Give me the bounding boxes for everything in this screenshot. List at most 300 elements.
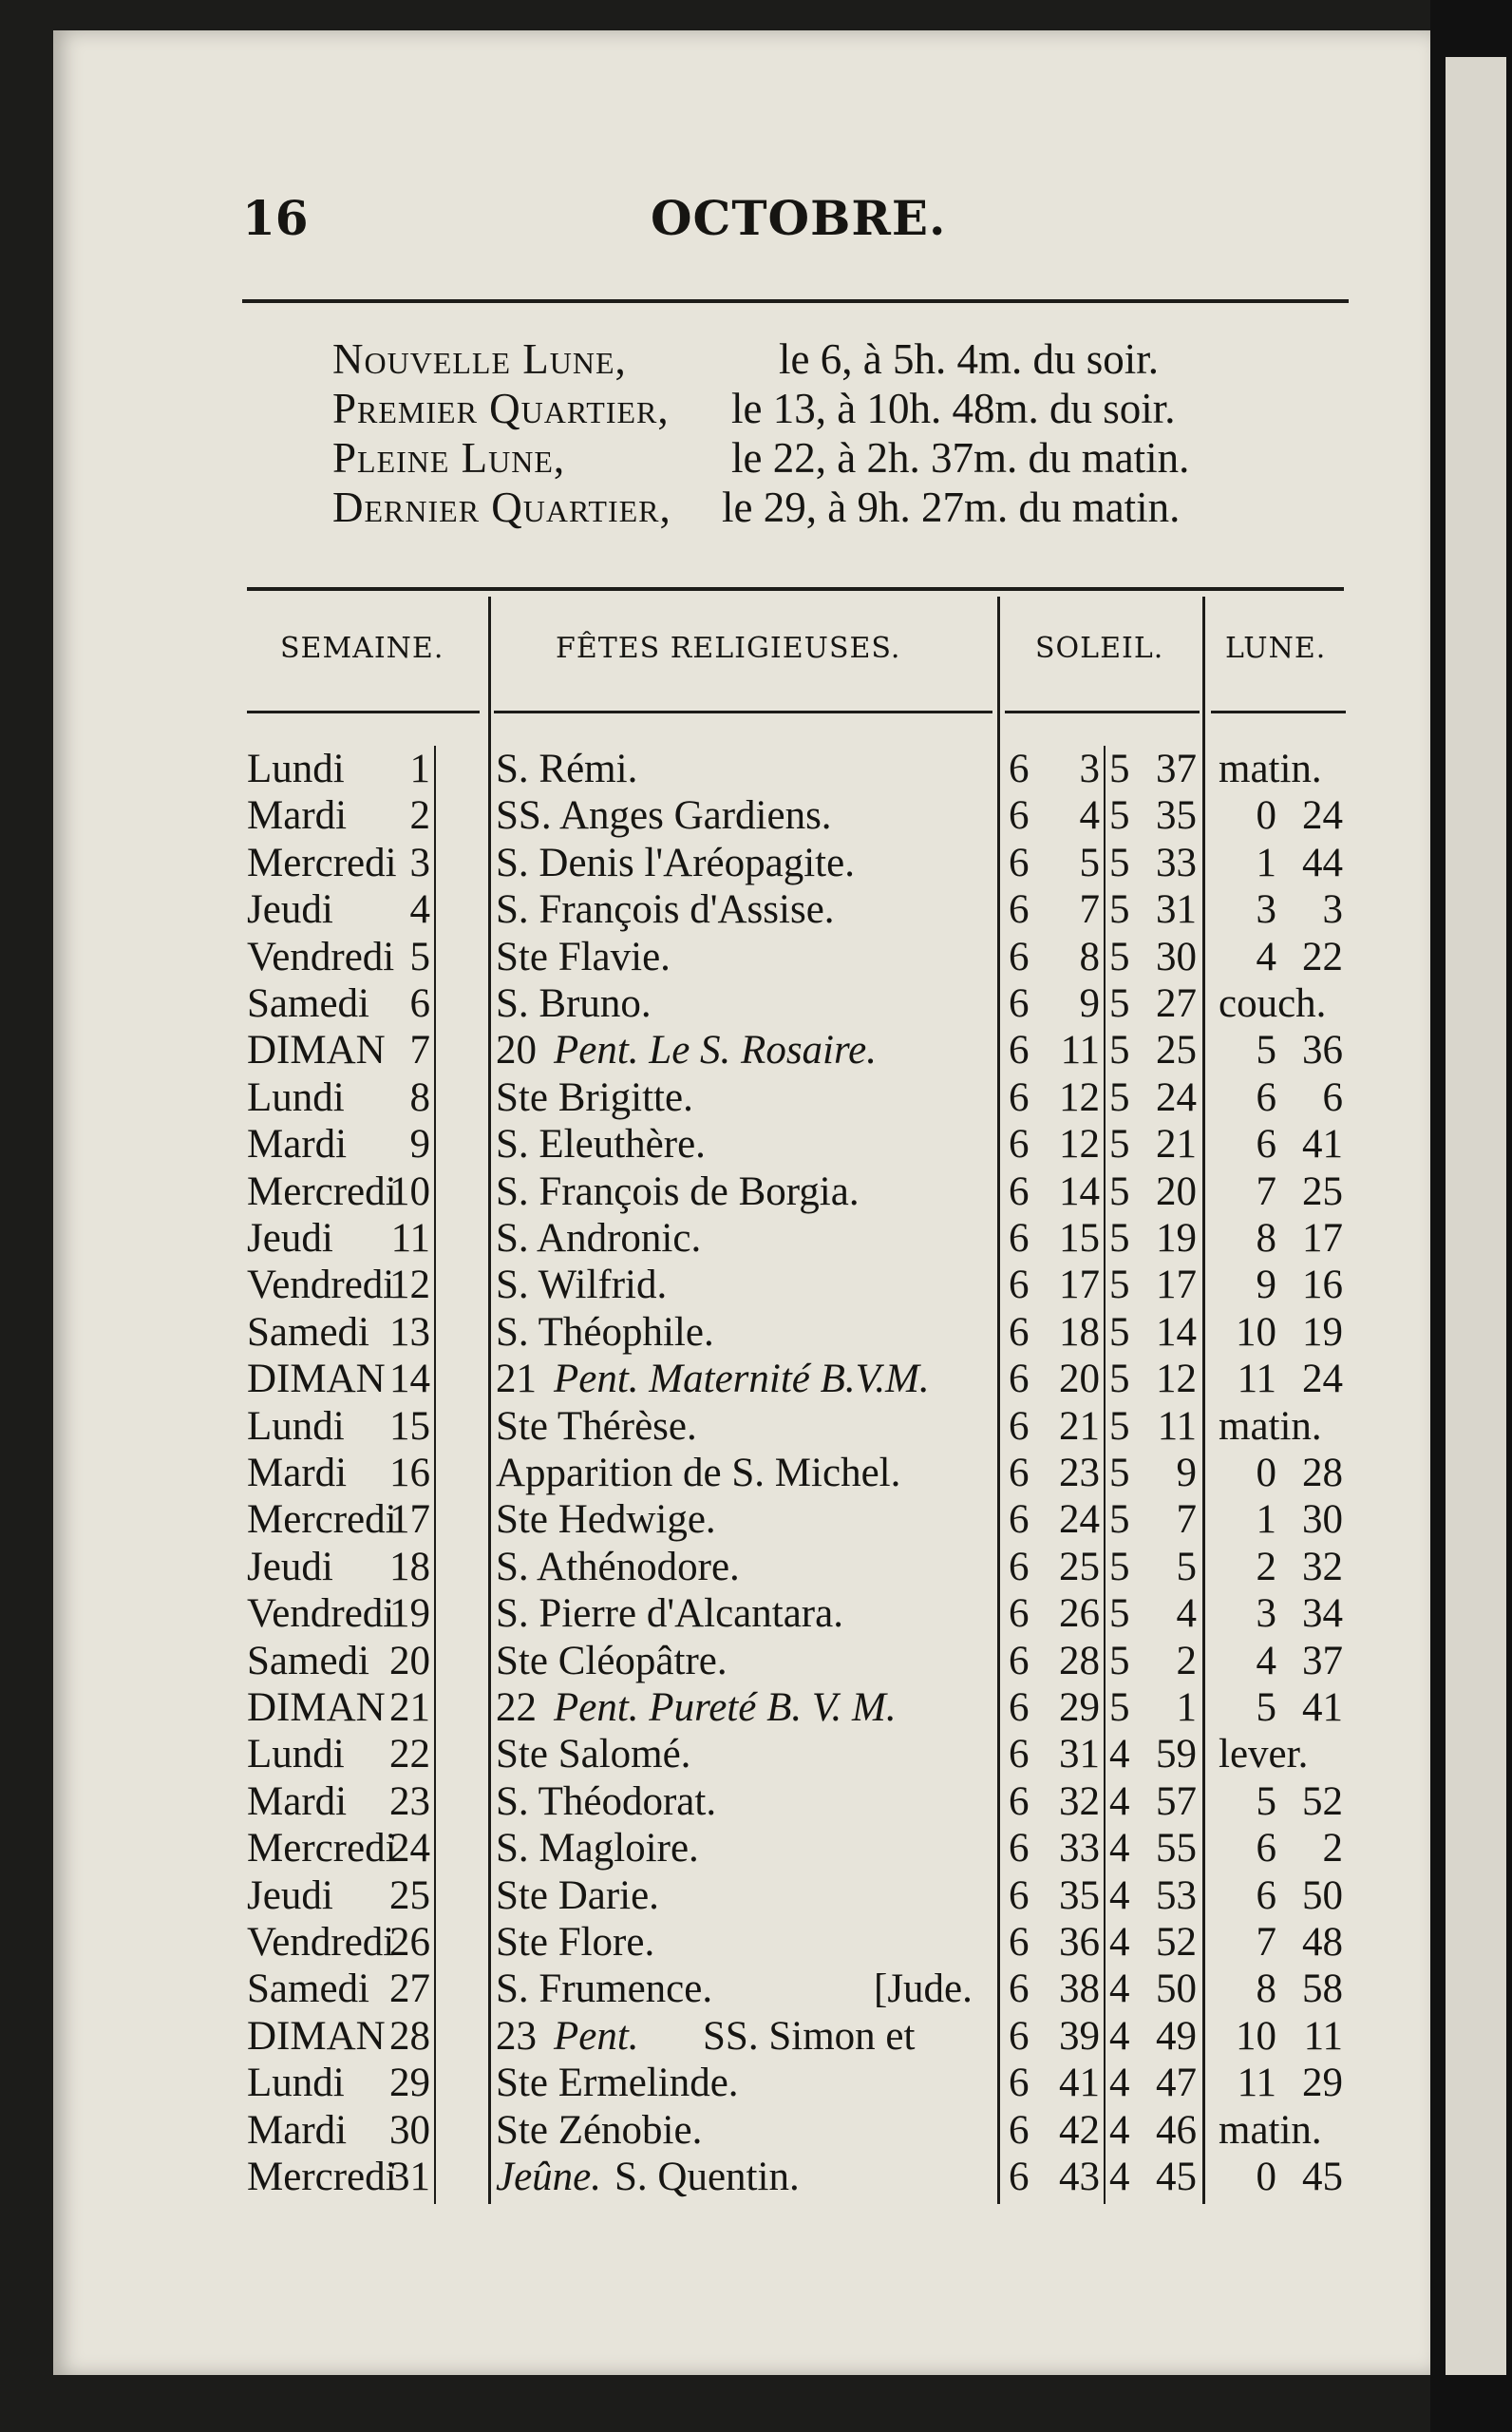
day-number: 24 (389, 1826, 430, 1872)
sunset-hour: 4 (1109, 1732, 1130, 1777)
feast-text: Ste Darie. (496, 1872, 659, 1918)
table-row (0, 1590, 1512, 1637)
weekday: Mardi (247, 2107, 348, 2153)
sunset-minute: 45 (1156, 2155, 1197, 2199)
table-row (0, 934, 1512, 980)
moon-hour: 6 (1256, 1826, 1276, 1872)
moon-minute: 24 (1302, 793, 1343, 839)
weekday: Lundi (247, 1403, 345, 1449)
day-number: 26 (389, 1920, 430, 1965)
table-top-rule (247, 587, 1344, 591)
table-row (0, 1684, 1512, 1731)
moon-minute: 41 (1302, 1685, 1343, 1730)
feast-text-after: S. Quentin. (614, 2155, 800, 2199)
sunrise-hour: 6 (1009, 2061, 1030, 2106)
moon-minute: 37 (1302, 1638, 1343, 1683)
feast-text: 22 (496, 1685, 537, 1730)
moon-minute: 50 (1302, 1872, 1343, 1918)
sunrise-hour: 6 (1009, 1216, 1030, 1261)
sunrise-minute: 25 (1059, 1544, 1100, 1589)
weekday: Samedi (247, 1309, 369, 1355)
day-number: 20 (389, 1638, 430, 1683)
moon-phase-text: le 6, à 5h. 4m. du soir. (779, 335, 1159, 383)
table-row (0, 840, 1512, 886)
feast-text: Ste Ermelinde. (496, 2061, 739, 2106)
feast-text: Ste Thérèse. (496, 1403, 697, 1449)
sunset-hour: 5 (1109, 1497, 1130, 1543)
sunset-minute: 55 (1156, 1826, 1197, 1872)
feast-italic: Pent. Le S. Rosaire. (554, 1028, 877, 1074)
sunset-hour: 5 (1109, 1309, 1130, 1355)
sunset-hour: 5 (1109, 747, 1130, 791)
moon-hour: 3 (1256, 887, 1276, 933)
sunset-minute: 35 (1156, 793, 1197, 839)
sunrise-minute: 38 (1059, 1966, 1100, 2012)
sunset-minute: 12 (1156, 1357, 1197, 1402)
moon-minute: 44 (1302, 840, 1343, 885)
table-row (0, 1544, 1512, 1590)
moon-minute: 24 (1302, 1357, 1343, 1402)
sunrise-hour: 6 (1009, 1591, 1030, 1637)
moon-note: couch. (1219, 981, 1327, 1026)
feast-text: Ste Flavie. (496, 934, 671, 979)
moon-hour: 4 (1256, 1638, 1276, 1683)
weekday: Vendredi (247, 1263, 395, 1308)
table-row (0, 1027, 1512, 1074)
feast-text: S. Théodorat. (496, 1778, 717, 1824)
weekday: Mercredi (247, 2155, 397, 2199)
sunrise-hour: 6 (1009, 2155, 1030, 2199)
sunset-minute: 53 (1156, 1872, 1197, 1918)
column-header-lune: LUNE. (1225, 632, 1327, 665)
feast-text: Ste Zénobie. (496, 2107, 703, 2153)
day-number: 14 (389, 1357, 430, 1402)
moon-hour: 11 (1237, 2061, 1276, 2106)
moon-phase-row (332, 334, 1330, 384)
table-row (0, 1966, 1512, 2012)
sunrise-hour: 6 (1009, 1872, 1030, 1918)
day-number: 11 (390, 1216, 430, 1261)
table-row (0, 2107, 1512, 2154)
sunrise-hour: 6 (1009, 981, 1030, 1026)
weekday: Samedi (247, 1966, 369, 2012)
header-rule-2 (494, 711, 992, 713)
sunrise-minute: 28 (1059, 1638, 1100, 1683)
sunrise-hour: 6 (1009, 934, 1030, 979)
weekday: Mercredi (247, 1826, 397, 1872)
day-number: 19 (389, 1591, 430, 1637)
moon-hour: 1 (1256, 840, 1276, 885)
sunset-hour: 4 (1109, 1966, 1130, 2012)
sunrise-hour: 6 (1009, 793, 1030, 839)
weekday: Lundi (247, 2061, 345, 2106)
sunrise-hour: 6 (1009, 1638, 1030, 1683)
sunset-minute: 2 (1176, 1638, 1197, 1683)
sunrise-hour: 6 (1009, 1122, 1030, 1168)
sunset-hour: 4 (1109, 2155, 1130, 2199)
feast-text: S. Athénodore. (496, 1544, 740, 1589)
moon-minute: 30 (1302, 1497, 1343, 1543)
moon-hour: 2 (1256, 1544, 1276, 1589)
table-row (0, 1778, 1512, 1825)
sunset-hour: 5 (1109, 1685, 1130, 1730)
moon-minute: 3 (1322, 887, 1343, 933)
day-number: 28 (389, 2013, 430, 2059)
day-number: 16 (389, 1451, 430, 1495)
table-row (0, 1496, 1512, 1543)
table-row (0, 746, 1512, 792)
sunset-hour: 4 (1109, 2061, 1130, 2106)
table-row (0, 1731, 1512, 1777)
page-header (242, 190, 1353, 256)
table-row (0, 1309, 1512, 1356)
table-row (0, 1872, 1512, 1919)
moon-phase-name: Nouvelle Lune, (332, 335, 627, 383)
sunset-minute: 37 (1156, 747, 1197, 791)
feast-italic: Pent. Pureté B. V. M. (554, 1685, 897, 1730)
sunrise-minute: 17 (1059, 1263, 1100, 1308)
sunset-hour: 4 (1109, 1778, 1130, 1824)
sunrise-hour: 6 (1009, 1263, 1030, 1308)
sunset-hour: 5 (1109, 793, 1130, 839)
sunrise-minute: 35 (1059, 1872, 1100, 1918)
moon-hour: 5 (1256, 1685, 1276, 1730)
day-number: 10 (389, 1168, 430, 1214)
table-row (0, 1262, 1512, 1308)
sunset-minute: 20 (1156, 1168, 1197, 1214)
header-rule-4 (1211, 711, 1346, 713)
table-row (0, 1825, 1512, 1872)
feast-text: S. Théophile. (496, 1309, 714, 1355)
sunset-minute: 17 (1156, 1263, 1197, 1308)
sunset-hour: 4 (1109, 1920, 1130, 1965)
sunrise-hour: 6 (1009, 1357, 1030, 1402)
table-row (0, 886, 1512, 933)
sunset-hour: 5 (1109, 1028, 1130, 1074)
sunset-minute: 31 (1156, 887, 1197, 933)
moon-minute: 48 (1302, 1920, 1343, 1965)
sunrise-minute: 11 (1060, 1028, 1100, 1074)
sunset-hour: 4 (1109, 2107, 1130, 2153)
moon-minute: 6 (1322, 1074, 1343, 1120)
feast-text: S. Frumence. (496, 1966, 713, 2012)
moon-hour: 0 (1256, 1451, 1276, 1495)
weekday: DIMAN (247, 1685, 386, 1730)
sunset-hour: 5 (1109, 934, 1130, 979)
sunrise-hour: 6 (1009, 1309, 1030, 1355)
feast-text: S. Eleuthère. (496, 1122, 706, 1168)
weekday: Samedi (247, 981, 369, 1026)
day-number: 4 (409, 887, 430, 933)
sunset-hour: 4 (1109, 2013, 1130, 2059)
day-number: 27 (389, 1966, 430, 2012)
day-number: 7 (409, 1028, 430, 1074)
weekday: Jeudi (247, 887, 333, 933)
weekday: Lundi (247, 1074, 345, 1120)
sunrise-hour: 6 (1009, 747, 1030, 791)
day-number: 25 (389, 1872, 430, 1918)
feast-text: Ste Salomé. (496, 1732, 691, 1777)
feast-text: Ste Hedwige. (496, 1497, 716, 1543)
table-row (0, 2060, 1512, 2106)
weekday: Vendredi (247, 1591, 395, 1637)
weekday: Mercredi (247, 1497, 397, 1543)
table-row (0, 1919, 1512, 1966)
sunrise-minute: 9 (1079, 981, 1100, 1026)
sunset-hour: 5 (1109, 1263, 1130, 1308)
weekday: Mercredi (247, 840, 397, 885)
feast-text: S. Denis l'Aréopagite. (496, 840, 855, 885)
weekday: Lundi (247, 747, 345, 791)
moon-minute: 36 (1302, 1028, 1343, 1074)
sunrise-hour: 6 (1009, 1451, 1030, 1495)
sunrise-minute: 39 (1059, 2013, 1100, 2059)
moon-hour: 10 (1236, 2013, 1276, 2059)
sunrise-minute: 3 (1079, 747, 1100, 791)
weekday: Mardi (247, 1122, 348, 1168)
sunrise-minute: 18 (1059, 1309, 1100, 1355)
sunrise-minute: 5 (1079, 840, 1100, 885)
day-number: 22 (389, 1732, 430, 1777)
sunset-minute: 14 (1156, 1309, 1197, 1355)
sunrise-minute: 8 (1079, 934, 1100, 979)
feast-text: Apparition de S. Michel. (496, 1451, 901, 1495)
day-number: 2 (409, 793, 430, 839)
sunrise-hour: 6 (1009, 1028, 1030, 1074)
sunrise-hour: 6 (1009, 1732, 1030, 1777)
day-number: 31 (389, 2155, 430, 2199)
table-row (0, 2013, 1512, 2060)
feast-text: Ste Flore. (496, 1920, 655, 1965)
moon-hour: 8 (1256, 1216, 1276, 1261)
sunset-hour: 5 (1109, 887, 1130, 933)
feast-italic: Pent. Maternité B.V.M. (554, 1357, 930, 1402)
moon-phase-name: Dernier Quartier, (332, 484, 671, 531)
sunrise-hour: 6 (1009, 1685, 1030, 1730)
moon-phase-row (332, 433, 1330, 483)
moon-hour: 11 (1237, 1357, 1276, 1402)
sunset-minute: 33 (1156, 840, 1197, 885)
sunrise-minute: 24 (1059, 1497, 1100, 1543)
feast-text: Ste Cléopâtre. (496, 1638, 728, 1683)
weekday: Mardi (247, 793, 348, 839)
sunset-hour: 5 (1109, 1357, 1130, 1402)
moon-phase-name: Pleine Lune, (332, 434, 566, 482)
moon-minute: 2 (1322, 1826, 1343, 1872)
table-row (0, 1403, 1512, 1450)
feast-text: Ste Brigitte. (496, 1074, 693, 1120)
sunset-minute: 19 (1156, 1216, 1197, 1261)
day-number: 1 (409, 747, 430, 791)
sunrise-hour: 6 (1009, 1497, 1030, 1543)
sunrise-hour: 6 (1009, 1966, 1030, 2012)
moon-minute: 29 (1302, 2061, 1343, 2106)
moon-note: matin. (1219, 1403, 1322, 1449)
column-header-semaine: SEMAINE. (280, 632, 444, 665)
sunrise-hour: 6 (1009, 1544, 1030, 1589)
day-number: 8 (409, 1074, 430, 1120)
sunrise-minute: 4 (1079, 793, 1100, 839)
sunrise-minute: 20 (1059, 1357, 1100, 1402)
moon-note: matin. (1219, 747, 1322, 791)
sunset-hour: 5 (1109, 1451, 1130, 1495)
feast-text: 20 (496, 1028, 537, 1074)
moon-minute: 19 (1302, 1309, 1343, 1355)
table-row (0, 1168, 1512, 1215)
day-number: 15 (389, 1403, 430, 1449)
feast-text: S. Rémi. (496, 747, 638, 791)
moon-hour: 5 (1256, 1778, 1276, 1824)
sunrise-hour: 6 (1009, 1403, 1030, 1449)
sunset-hour: 4 (1109, 1826, 1130, 1872)
sunrise-hour: 6 (1009, 2013, 1030, 2059)
sunset-minute: 24 (1156, 1074, 1197, 1120)
header-rule-3 (1005, 711, 1200, 713)
sunrise-minute: 32 (1059, 1778, 1100, 1824)
table-row (0, 1450, 1512, 1496)
weekday: Lundi (247, 1732, 345, 1777)
sunrise-minute: 43 (1059, 2155, 1100, 2199)
feast-continuation: [Jude. (874, 1966, 973, 2012)
sunrise-minute: 33 (1059, 1826, 1100, 1872)
sunrise-hour: 6 (1009, 1778, 1030, 1824)
sunset-hour: 5 (1109, 1591, 1130, 1637)
sunset-minute: 4 (1176, 1591, 1197, 1637)
moon-hour: 0 (1256, 793, 1276, 839)
moon-note: matin. (1219, 2107, 1322, 2153)
moon-hour: 1 (1256, 1497, 1276, 1543)
weekday: Jeudi (247, 1872, 333, 1918)
feast-text: S. Bruno. (496, 981, 652, 1026)
sunset-minute: 25 (1156, 1028, 1197, 1074)
sunset-hour: 5 (1109, 981, 1130, 1026)
moon-phase-name: Premier Quartier, (332, 385, 670, 432)
moon-phase-text: le 13, à 10h. 48m. du soir. (731, 385, 1176, 432)
sunset-hour: 5 (1109, 1074, 1130, 1120)
moon-minute: 34 (1302, 1591, 1343, 1637)
sunrise-minute: 7 (1079, 887, 1100, 933)
moon-hour: 6 (1256, 1872, 1276, 1918)
feast-italic: Jeûne. (496, 2155, 602, 2199)
moon-minute: 58 (1302, 1966, 1343, 2012)
day-number: 30 (389, 2107, 430, 2153)
moon-hour: 3 (1256, 1591, 1276, 1637)
feast-text: SS. Anges Gardiens. (496, 793, 832, 839)
feast-italic: Pent. (554, 2013, 639, 2059)
calendar-table (0, 746, 1512, 2209)
day-number: 3 (409, 840, 430, 885)
feast-text: S. Wilfrid. (496, 1263, 668, 1308)
sunrise-hour: 6 (1009, 887, 1030, 933)
table-row (0, 1074, 1512, 1121)
sunset-minute: 30 (1156, 934, 1197, 979)
day-number: 6 (409, 981, 430, 1026)
moon-hour: 5 (1256, 1028, 1276, 1074)
weekday: Vendredi (247, 934, 395, 979)
sunrise-hour: 6 (1009, 1826, 1030, 1872)
sunset-hour: 5 (1109, 1544, 1130, 1589)
moon-minute: 41 (1302, 1122, 1343, 1168)
table-row (0, 2154, 1512, 2200)
feast-text: 23 (496, 2013, 537, 2059)
moon-phases (332, 334, 1330, 532)
table-row (0, 980, 1512, 1027)
moon-phase-row (332, 384, 1330, 433)
weekday: DIMAN (247, 1028, 386, 1074)
feast-text-after: SS. Simon et (703, 2013, 916, 2059)
sunset-minute: 49 (1156, 2013, 1197, 2059)
sunset-hour: 5 (1109, 1403, 1130, 1449)
weekday: Jeudi (247, 1544, 333, 1589)
moon-note: lever. (1219, 1732, 1309, 1777)
sunrise-minute: 26 (1059, 1591, 1100, 1637)
header-rule-1 (247, 711, 480, 713)
day-number: 12 (389, 1263, 430, 1308)
day-number: 17 (389, 1497, 430, 1543)
sunset-hour: 5 (1109, 840, 1130, 885)
feast-text: S. Pierre d'Alcantara. (496, 1591, 843, 1637)
feast-text: S. Andronic. (496, 1216, 702, 1261)
moon-phase-text: le 29, à 9h. 27m. du matin. (722, 484, 1181, 531)
day-number: 13 (389, 1309, 430, 1355)
sunrise-minute: 12 (1059, 1074, 1100, 1120)
moon-minute: 17 (1302, 1216, 1343, 1261)
day-number: 5 (409, 934, 430, 979)
sunset-minute: 57 (1156, 1778, 1197, 1824)
sunset-minute: 21 (1156, 1122, 1197, 1168)
moon-minute: 16 (1302, 1263, 1343, 1308)
sunset-minute: 1 (1176, 1685, 1197, 1730)
moon-hour: 7 (1256, 1920, 1276, 1965)
table-row (0, 1356, 1512, 1402)
weekday: Vendredi (247, 1920, 395, 1965)
sunset-hour: 5 (1109, 1168, 1130, 1214)
table-row (0, 1121, 1512, 1168)
moon-minute: 32 (1302, 1544, 1343, 1589)
moon-minute: 52 (1302, 1778, 1343, 1824)
moon-minute: 45 (1302, 2155, 1343, 2199)
weekday: Mercredi (247, 1168, 397, 1214)
feast-text: S. François d'Assise. (496, 887, 835, 933)
sunrise-minute: 14 (1059, 1168, 1100, 1214)
sunrise-hour: 6 (1009, 840, 1030, 885)
moon-hour: 7 (1256, 1168, 1276, 1214)
day-number: 29 (389, 2061, 430, 2106)
sunset-minute: 59 (1156, 1732, 1197, 1777)
weekday: Mardi (247, 1451, 348, 1495)
weekday: Jeudi (247, 1216, 333, 1261)
feast-text: S. Magloire. (496, 1826, 699, 1872)
page-number: 16 (242, 190, 309, 246)
moon-minute: 28 (1302, 1451, 1343, 1495)
moon-hour: 4 (1256, 934, 1276, 979)
sunset-minute: 7 (1176, 1497, 1197, 1543)
day-number: 9 (409, 1122, 430, 1168)
moon-hour: 9 (1256, 1263, 1276, 1308)
table-row (0, 1215, 1512, 1262)
sunrise-minute: 15 (1059, 1216, 1100, 1261)
moon-minute: 22 (1302, 934, 1343, 979)
sunset-hour: 5 (1109, 1638, 1130, 1683)
sunrise-hour: 6 (1009, 1074, 1030, 1120)
day-number: 23 (389, 1778, 430, 1824)
sunrise-minute: 23 (1059, 1451, 1100, 1495)
sunset-hour: 4 (1109, 1872, 1130, 1918)
sunset-hour: 5 (1109, 1216, 1130, 1261)
top-rule (242, 299, 1349, 303)
weekday: DIMAN (247, 2013, 386, 2059)
feast-text: S. François de Borgia. (496, 1168, 860, 1214)
